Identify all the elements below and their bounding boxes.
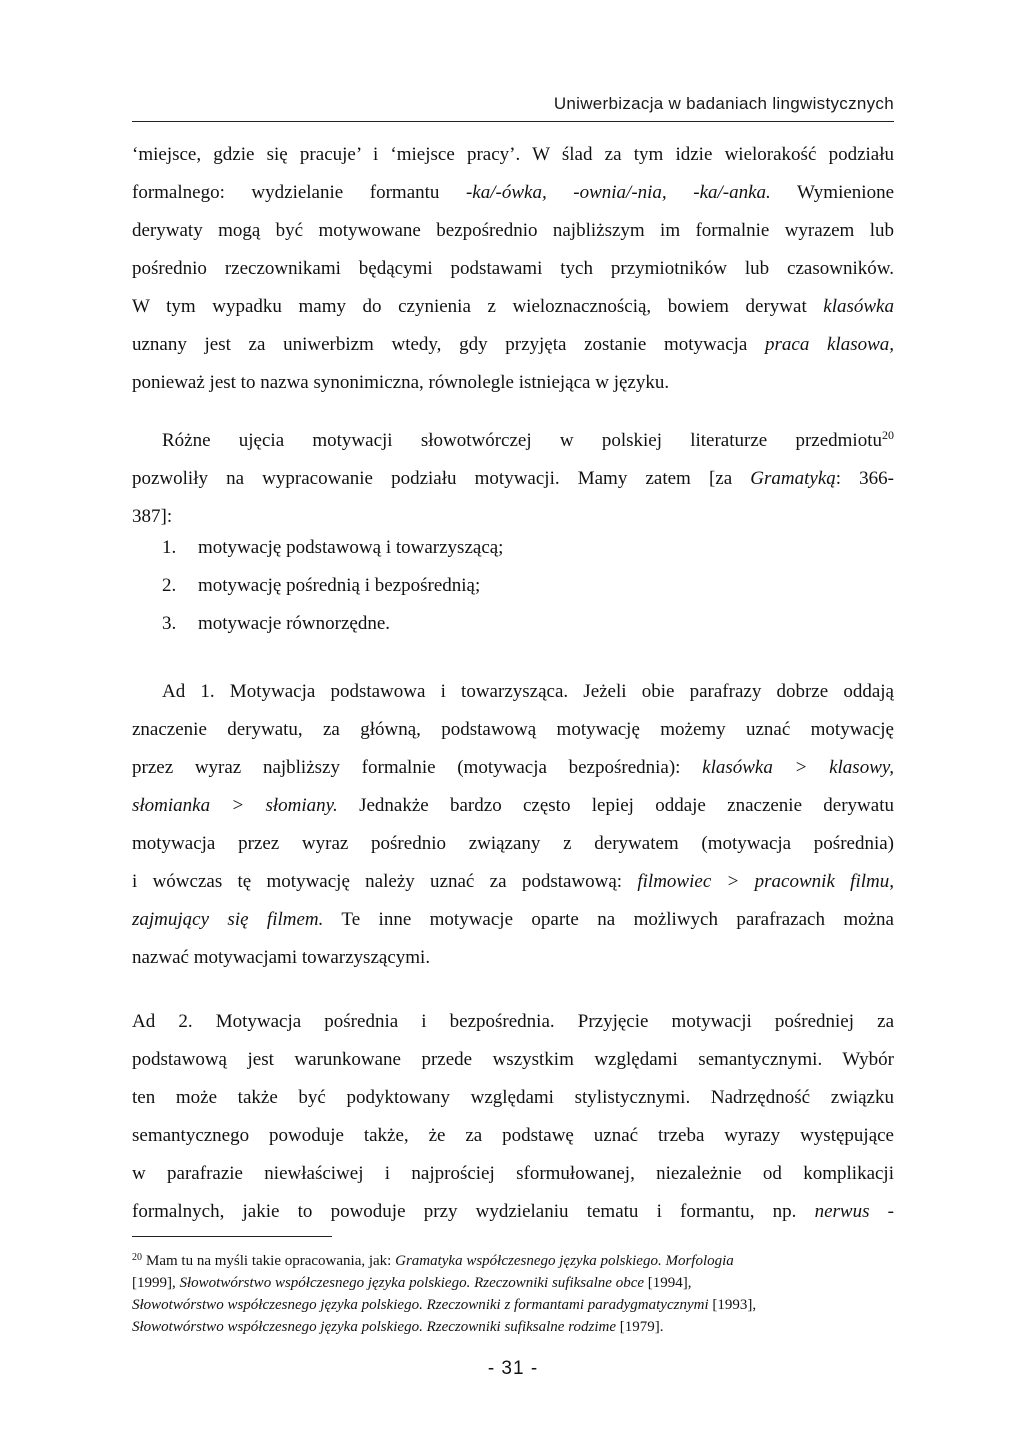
document-page: [132, 0, 894, 1448]
footnote-line: [132, 1294, 894, 1316]
text-line: podstawową jest warunkowane przede wszystkim względami semantycznymi. Wybór: [132, 1049, 894, 1070]
text-line: [132, 460, 894, 498]
numbered-list: [162, 529, 862, 643]
text-span: przez wyraz najbliższy formalnie (motywacja bezpośrednia):: [132, 757, 703, 778]
text-span: formalnych, jakie to powoduje przy wydzielaniu tematu i formantu, np.: [132, 1201, 815, 1222]
text-line: [132, 749, 894, 787]
italic-term: -ka/-ówka, -ownia/-nia, -ka/-anka.: [465, 182, 771, 203]
italic-title: Gramatyka współczesnego języka polskiego. Morfologia: [395, 1253, 734, 1269]
footnote-mark: 20: [132, 1252, 142, 1263]
italic-term: Gramatyką: [750, 468, 836, 489]
list-text: motywację pośrednią i bezpośrednią;: [198, 575, 481, 596]
italic-term: słomianka > słomiany.: [132, 795, 338, 816]
text-line: [132, 901, 894, 939]
text-span: [1994],: [644, 1275, 692, 1291]
text-span: uznany jest za uniwerbizm wtedy, gdy przyjęta zostanie motywacja: [132, 334, 765, 355]
text-span: i wówczas tę motywację należy uznać za podstawową:: [132, 871, 638, 892]
text-line: w parafrazie niewłaściwej i najprościej sformułowanej, niezależnie od komplikacji: [132, 1163, 894, 1184]
footnote-reference[interactable]: 20: [882, 428, 894, 442]
text-span: Te inne motywacje oparte na możliwych parafrazach można: [323, 909, 894, 930]
paragraph-3: [132, 673, 894, 977]
italic-term: praca klasowa,: [765, 334, 895, 355]
italic-title: Słowotwórstwo współczesnego języka polskiego. Rzeczowniki z formantami paradygmatycznymi: [132, 1297, 709, 1313]
italic-term: klasówka: [823, 296, 894, 317]
text-span: Różne ujęcia motywacji słowotwórczej w polskiej literaturze przedmiotu: [162, 430, 882, 451]
text-line: [132, 326, 894, 364]
text-span: formalnego: wydzielanie formantu: [132, 182, 466, 203]
paragraph-1: [132, 136, 894, 402]
text-span: -: [869, 1201, 894, 1222]
footnote-line: [132, 1250, 894, 1272]
italic-term: klasówka > klasowy,: [702, 757, 895, 778]
text-span: : 366-: [835, 468, 894, 489]
footnote-line: [132, 1272, 894, 1294]
footnote-line: [132, 1316, 894, 1338]
list-number: 2.: [162, 575, 177, 596]
text-line: ten może także być podyktowany względami stylistycznymi. Nadrzędność związku: [132, 1087, 894, 1108]
italic-title: Słowotwórstwo współczesnego języka polskiego. Rzeczowniki sufiksalne rodzime: [132, 1319, 616, 1335]
text-line: Ad 2. Motywacja pośrednia i bezpośrednia. Przyjęcie motywacji pośredniej za: [132, 1011, 894, 1032]
text-line: [132, 288, 894, 326]
running-header: Uniwerbizacja w badaniach lingwistycznych: [553, 94, 894, 113]
italic-title: Słowotwórstwo współczesnego języka polskiego. Rzeczowniki sufiksalne obce: [179, 1275, 645, 1291]
list-number: 3.: [162, 613, 177, 634]
text-line: [132, 1193, 894, 1231]
text-span: W tym wypadku mamy do czynienia z wieloznacznością, bowiem derywat: [132, 296, 824, 317]
text-line: semantycznego powoduje także, że za podstawę uznać trzeba wyrazy występujące: [132, 1125, 894, 1146]
list-number: 1.: [162, 537, 177, 558]
text-span: pozwoliły na wypracowanie podziału motywacji. Mamy zatem [za: [132, 468, 751, 489]
text-line: [132, 422, 894, 460]
text-line: 387]:: [132, 506, 173, 527]
text-line: Ad 1. Motywacja podstawowa i towarzysząca. Jeżeli obie parafrazy dobrze oddają: [162, 681, 894, 702]
text-line: derywaty mogą być motywowane bezpośrednio najbliższym im formalnie wyrazem lub: [132, 220, 894, 241]
list-item: [162, 605, 862, 643]
italic-term: filmowiec > pracownik filmu,: [637, 871, 894, 892]
text-span: Mam tu na myśli takie opracowania, jak:: [146, 1253, 396, 1269]
text-line: [132, 863, 894, 901]
page-number: - 31 -: [487, 1358, 539, 1379]
list-text: motywacje równorzędne.: [198, 613, 391, 634]
text-span: Wymienione: [770, 182, 895, 203]
header-rule: [132, 121, 894, 122]
text-span: Jednakże bardzo często lepiej oddaje znaczenie derywatu: [337, 795, 894, 816]
footnotes: [132, 1250, 894, 1338]
paragraph-4: [132, 1003, 894, 1231]
text-span: [1993],: [708, 1297, 757, 1313]
footnote-rule: [132, 1236, 332, 1237]
paragraph-2: [132, 422, 894, 536]
list-item: [162, 529, 862, 567]
text-line: znaczenie derywatu, za główną, podstawową motywację możemy uznać motywację: [132, 719, 894, 740]
text-line: [132, 174, 894, 212]
text-span: [1979].: [615, 1319, 664, 1335]
text-line: ‘miejsce, gdzie się pracuje’ i ‘miejsce pracy’. W ślad za tym idzie wielorakość podziału: [132, 144, 894, 165]
italic-term: nerwus: [814, 1201, 870, 1222]
text-span: [1999],: [132, 1275, 180, 1291]
text-line: ponieważ jest to nazwa synonimiczna, równolegle istniejąca w języku.: [132, 372, 670, 393]
text-line: [132, 787, 894, 825]
italic-term: zajmujący się filmem.: [132, 909, 324, 930]
text-line: nazwać motywacjami towarzyszącymi.: [132, 947, 431, 968]
list-text: motywację podstawową i towarzyszącą;: [198, 537, 504, 558]
list-item: [162, 567, 862, 605]
text-line: motywacja przez wyraz pośrednio związany z derywatem (motywacja pośrednia): [132, 833, 894, 854]
text-line: pośrednio rzeczownikami będącymi podstawami tych przymiotników lub czasowników.: [132, 258, 894, 279]
